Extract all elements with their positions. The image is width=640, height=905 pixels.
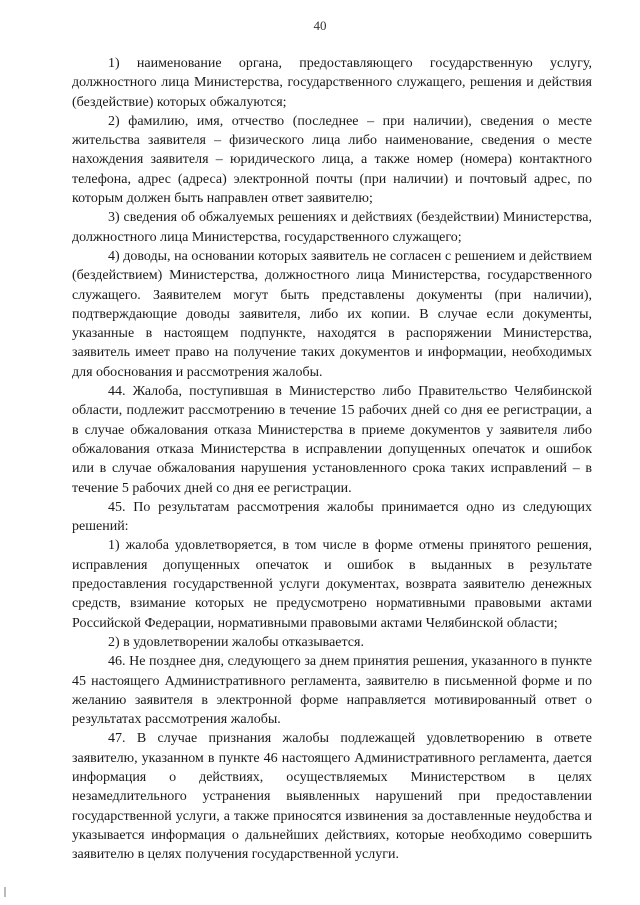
paragraph-clause-45: 45. По результатам рассмотрения жалобы принимается одно из следующих решений:: [72, 499, 592, 535]
paragraph-item-3: 3) сведения об обжалуемых решениях и действиях (бездействии) Министерства, должностного лица Министерства, государственного служащего;: [72, 210, 592, 245]
paragraph-item-1: 1) наименование органа, предоставляющего государственную услугу, должностного лица Министерства, государственного служащего, решения и действия (бездействие) которых обжалуются;: [72, 56, 592, 110]
paragraph-clause-44: 44. Жалоба, поступившая в Министерство либо Правительство Челябинской области, подлежит рассмотрению в течение 15 рабочих дней со дня ее регистрации, а в случае обжалования отказа Министерства в приеме документов у заявителя либо обжалования отказа Министерства в исправлении допущенных опечаток и ошибок или в случае обжалования нарушения установленного срока таких исправлений – в течение 5 рабочих дней со дня ее регистрации.: [72, 384, 592, 496]
paragraph-clause-47: 47. В случае признания жалобы подлежащей удовлетворению в ответе заявителю, указанном в пункте 46 настоящего Административного регламента, дается информация о действиях, осуществляемых Министерством в целях незамедлительного устранения выявленных нарушений при предоставлении государственной услуги, а также приносятся извинения за доставленные неудобства и указывается информация о дальнейших действиях, которые необходимо совершить заявителю в целях получения государственной услуги.: [72, 731, 592, 863]
paragraph-decision-2: 2) в удовлетворении жалобы отказывается.: [108, 634, 364, 650]
scan-edge-mark: [4, 887, 6, 897]
paragraph-item-4: 4) доводы, на основании которых заявитель не согласен с решением и действием (бездействием) Министерства, должностного лица Министерства, государственного служащего. Заявителем могут быть представлены документы (при наличии), подтверждающие доводы заявителя, либо их копии. В случае если документы, указанные в настоящем подпункте, находятся в распоряжении Министерства, заявитель имеет право на получение таких документов и информации, необходимых для обоснования и рассмотрения жалобы.: [72, 248, 592, 380]
paragraph-decision-1: 1) жалоба удовлетворяется, в том числе в форме отмены принятого решения, исправления допущенных опечаток и ошибок в выданных в результате предоставления государственной услуги документах, возврата заявителю денежных средств, взимание которых не предусмотрено нормативными правовыми актами Российской Федерации, нормативными правовыми актами Челябинской области;: [72, 538, 592, 631]
document-body: [72, 54, 592, 864]
paragraph-item-2: 2) фамилию, имя, отчество (последнее – при наличии), сведения о месте жительства заявителя – физического лица либо наименование, сведения о месте нахождения заявителя – юридического лица, а также номер (номера) контактного телефона, адрес (адреса) электронной почты (при наличии) и почтовый адрес, по которым должен быть направлен ответ заявителю;: [72, 113, 592, 207]
page-number: 40: [313, 18, 327, 33]
paragraph-clause-46: 46. Не позднее дня, следующего за днем принятия решения, указанного в пункте 45 настоящего Административного регламента, заявителю в письменной форме и по желанию заявителя в электронной форме направляется мотивированный ответ о результатах рассмотрения жалобы.: [72, 654, 592, 728]
